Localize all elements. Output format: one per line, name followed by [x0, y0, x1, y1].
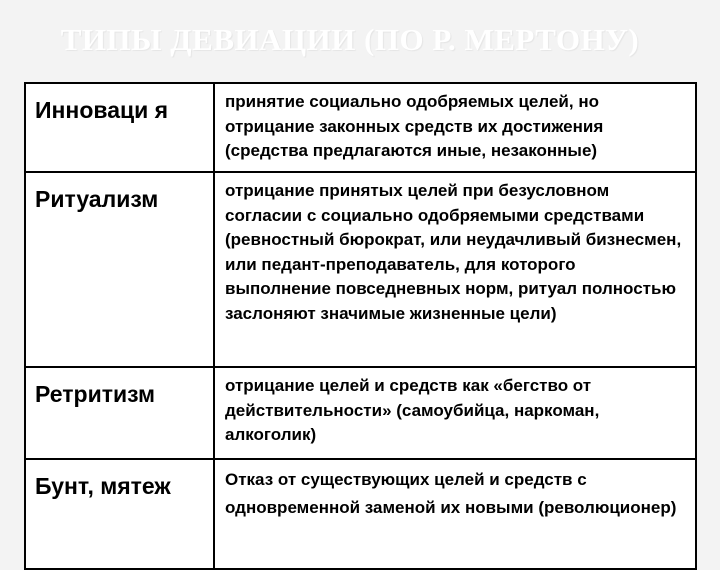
deviation-description-cell: принятие социально одобряемых целей, но отрицание законных средств их достижения (средства предлагаются иные, незаконные)	[214, 83, 696, 172]
deviation-type-cell: Ритуализм	[25, 172, 214, 367]
deviation-description-cell: Отказ от существующих целей и средств с одновременной заменой их новыми (революционер)	[214, 459, 696, 569]
table-row	[25, 367, 696, 459]
deviation-description-cell: отрицание принятых целей при безусловном согласии с социально одобряемыми средствами (ревностный бюрократ, или неудачливый бизнесмен, или педант-преподаватель, для которого выполнение повседневных норм, ритуал полностью заслоняют значимые жизненные цели)	[214, 172, 696, 367]
table-row	[25, 83, 696, 172]
deviation-types-table	[24, 82, 697, 570]
table-row	[25, 459, 696, 569]
deviation-description-cell: отрицание целей и средств как «бегство от действительности» (самоубийца, наркоман, алкоголик)	[214, 367, 696, 459]
deviation-type-cell: Ретритизм	[25, 367, 214, 459]
table-row	[25, 172, 696, 367]
deviation-type-cell: Инноваци я	[25, 83, 214, 172]
deviation-type-cell: Бунт, мятеж	[25, 459, 214, 569]
page-title: ТИПЫ ДЕВИАЦИИ (ПО Р. МЕРТОНУ)	[60, 22, 640, 57]
